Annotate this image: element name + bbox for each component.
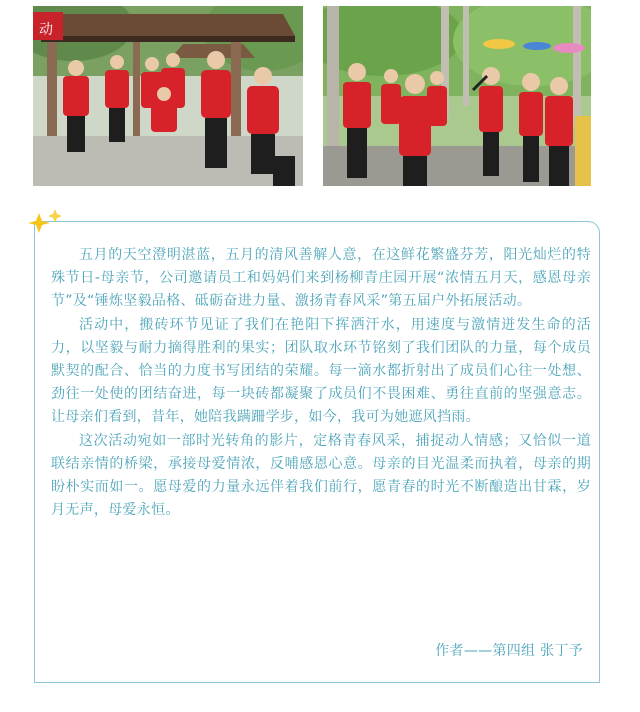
article-paragraph-2: 活动中，搬砖环节见证了我们在艳阳下挥洒汗水，用速度与激情迸发生命的活力，以坚毅与耐力摘得胜利的果实；团队取水环节铭刻了我们团队的力量，每个成员默契的配合、恰当的力度书写团结的荣耀。每一滴水都折射出了成员们心往一处想、劲往一处使的团结奋进，每一块砖都凝聚了成员们不畏困难、勇往直前的坚强意志。让母亲们看到，昔年，她陪我蹒跚学步，如今，我可为她遮风挡雨。 — [51, 316, 591, 426]
sparkle-stars-icon — [25, 207, 67, 237]
photo-sign-text: 动 — [39, 22, 53, 38]
article-paragraph-3: 这次活动宛如一部时光转角的影片，定格青春风采，捕捉动人情感；又恰似一道联结亲情的桥梁，承接母爱情浓，反哺感恩心意。母亲的目光温柔而执着，母亲的期盼朴实而如一。愿母爱的力量永远伴着我们前行，愿青春的时光不断酿造出甘霖，岁月无声，母爱永恒。 — [51, 432, 591, 519]
activity-photo-left — [33, 6, 303, 186]
article-card — [34, 221, 600, 683]
article-author: 作者——第四组 张丁予 — [435, 643, 583, 659]
article-body — [51, 244, 591, 522]
activity-photo-right — [323, 6, 591, 186]
article-paragraph-1: 五月的天空澄明湛蓝，五月的清风善解人意，在这鲜花繁盛芬芳，阳光灿烂的特殊节日-母亲节，公司邀请员工和妈妈们来到杨柳青庄园开展“浓情五月天，感恩母亲节”及“锤炼坚毅品格、砥砺奋进力量、激扬青春风采”第五届户外拓展活动。 — [51, 247, 591, 310]
